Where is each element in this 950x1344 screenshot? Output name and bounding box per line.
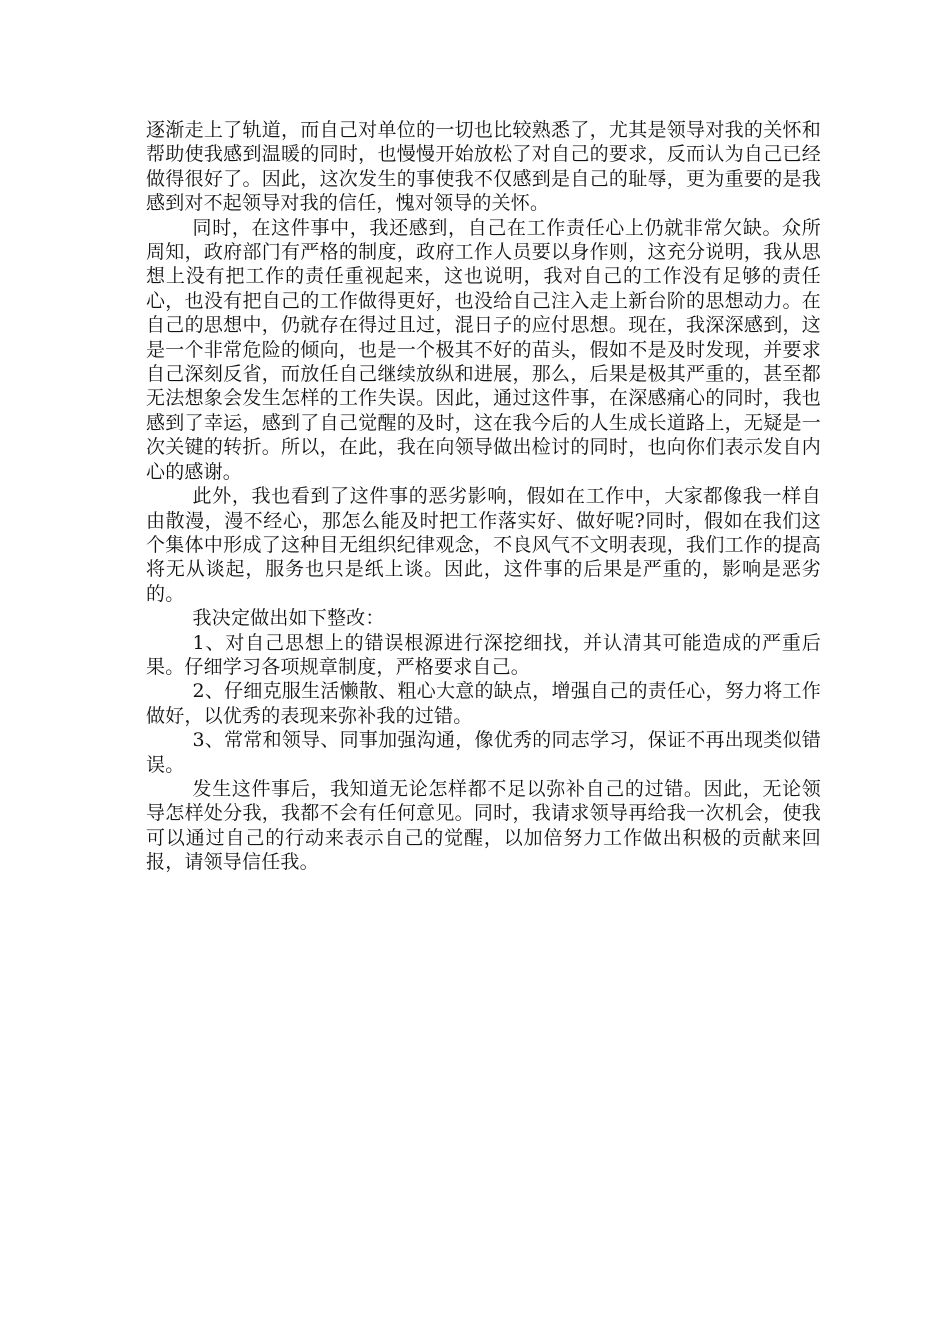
paragraph-item-1: 1、对自己思想上的错误根源进行深挖细找，并认清其可能造成的严重后果。仔细学习各项规章制度，严格要求自己。 — [146, 631, 821, 678]
paragraph-item-3: 3、常常和领导、同事加强沟通，像优秀的同志学习，保证不再出现类似错误。 — [146, 729, 821, 776]
document-body — [146, 118, 821, 875]
paragraph-item-2: 2、仔细克服生活懒散、粗心大意的缺点，增强自己的责任心，努力将工作做好，以优秀的表现来弥补我的过错。 — [146, 680, 821, 727]
paragraph-impact: 此外，我也看到了这件事的恶劣影响，假如在工作中，大家都像我一样自由散漫，漫不经心，那怎么能及时把工作落实好、做好呢?同时，假如在我们这个集体中形成了这种目无组织纪律观念，不良风气不文明表现，我们工作的提高将无从谈起，服务也只是纸上谈。因此，这件事的后果是严重的，影响是恶劣的。 — [146, 485, 821, 605]
paragraph-rectification-intro: 我决定做出如下整改： — [192, 607, 385, 630]
paragraph-continued: 逐渐走上了轨道，而自己对单位的一切也比较熟悉了，尤其是领导对我的关怀和帮助使我感到温暖的同时，也慢慢开始放松了对自己的要求，反而认为自己已经做得很好了。因此，这次发生的事使我不仅感到是自己的耻辱，更为重要的是我感到对不起领导对我的信任，愧对领导的关怀。 — [146, 119, 821, 215]
paragraph-closing: 发生这件事后，我知道无论怎样都不足以弥补自己的过错。因此，无论领导怎样处分我，我都不会有任何意见。同时，我请求领导再给我一次机会，使我可以通过自己的行动来表示自己的觉醒，以加倍努力工作做出积极的贡献来回报，请领导信任我。 — [146, 777, 821, 874]
paragraph-responsibility: 同时，在这件事中，我还感到，自己在工作责任心上仍就非常欠缺。众所周知，政府部门有严格的制度，政府工作人员要以身作则，这充分说明，我从思想上没有把工作的责任重视起来，这也说明，我对自己的工作没有足够的责任心，也没有把自己的工作做得更好，也没给自己注入走上新台阶的思想动力。在自己的思想中，仍就存在得过且过，混日子的应付思想。现在，我深深感到，这是一个非常危险的倾向，也是一个极其不好的苗头，假如不是及时发现，并要求自己深刻反省，而放任自己继续放纵和进展，那么，后果是极其严重的，甚至都无法想象会发生怎样的工作失误。因此，通过这件事，在深感痛心的同时，我也感到了幸运，感到了自己觉醒的及时，这在我今后的人生成长道路上，无疑是一次关键的转折。所以，在此，我在向领导做出检讨的同时，也向你们表示发自内心的感谢。 — [146, 216, 821, 483]
